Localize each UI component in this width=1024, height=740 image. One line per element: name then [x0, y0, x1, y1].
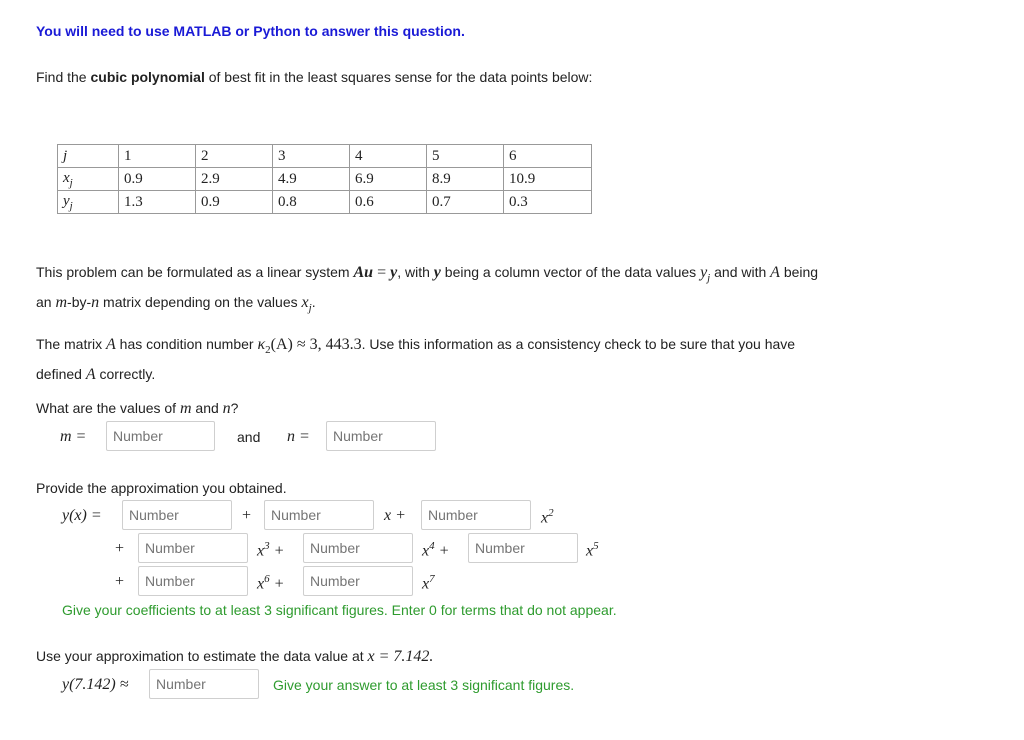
plus-sign: +	[242, 507, 252, 524]
table-cell: 0.9	[119, 168, 196, 191]
p1-yj: y	[700, 264, 708, 281]
x7-term	[422, 573, 435, 593]
table-cell: 1	[119, 145, 196, 168]
table-cell: 2.9	[196, 168, 273, 191]
p1-xj: x	[301, 293, 309, 311]
table-cell: 6	[504, 145, 592, 168]
mn-text: and	[191, 400, 223, 416]
table-row	[58, 191, 592, 214]
plus-sign: +	[115, 540, 125, 557]
plus-sign: +	[115, 573, 125, 590]
intro-post: of best fit in the least squares sense for the data points below:	[204, 69, 593, 85]
p1-text: being	[779, 264, 819, 280]
table-cell: 6.9	[350, 168, 427, 191]
coef-6-input[interactable]	[138, 566, 248, 596]
row-label-x-sub: j	[69, 176, 73, 189]
estimate-hint: Give your answer to at least 3 significant figures.	[273, 677, 575, 693]
row-label-j: j	[58, 145, 119, 168]
exp-5: 5	[593, 540, 599, 552]
table-cell: 4.9	[273, 168, 350, 191]
estimate-x-value: x = 7.142.	[367, 648, 434, 665]
table-row	[58, 145, 592, 168]
intro-text	[36, 69, 592, 85]
p2-A: A	[106, 336, 116, 353]
y-estimate-label: y(7.142) ≈	[62, 676, 129, 693]
x-var: x	[422, 542, 430, 560]
p1-text: This problem can be formulated as a linear system	[36, 264, 354, 280]
row-label-x-text: x	[63, 169, 70, 186]
estimate-input[interactable]	[149, 669, 259, 699]
p2-condition-number: (A) ≈ 3, 443.3	[270, 336, 362, 353]
coef-7-input[interactable]	[303, 566, 413, 596]
table-row	[58, 168, 592, 191]
table-cell: 0.7	[427, 191, 504, 214]
p1-text: being a column vector of the data values	[440, 264, 701, 280]
p1-text: and with	[710, 264, 771, 280]
y-of-x-label: y(x) =	[62, 507, 102, 524]
p1-text: matrix depending on the values	[99, 293, 302, 310]
p1-text: -by-	[67, 293, 92, 310]
table-cell: 4	[350, 145, 427, 168]
mn-m: m	[179, 400, 192, 417]
x-plus-term: x +	[384, 507, 406, 524]
m-label: m =	[60, 428, 87, 445]
coef-3-input[interactable]	[138, 533, 248, 563]
x-var: x	[257, 575, 265, 593]
table-cell: 10.9	[504, 168, 592, 191]
p2-text: correctly.	[95, 365, 156, 382]
exp-7: 7	[429, 573, 435, 585]
table-cell: 5	[427, 145, 504, 168]
mn-text: What are the values of	[36, 400, 180, 416]
and-label: and	[237, 429, 261, 445]
matlab-notice: You will need to use MATLAB or Python to answer this question.	[36, 23, 465, 39]
coef-0-input[interactable]	[122, 500, 232, 530]
table-cell: 3	[273, 145, 350, 168]
table-cell: 8.9	[427, 168, 504, 191]
approx-prompt: Provide the approximation you obtained.	[36, 480, 287, 496]
p2-text: The matrix	[36, 336, 107, 352]
exp-6: 6	[264, 573, 270, 585]
p2-kappa: κ	[257, 336, 266, 353]
x-var: x	[586, 542, 594, 560]
x4-term	[422, 540, 449, 560]
coef-2-input[interactable]	[421, 500, 531, 530]
p1-y: y	[433, 264, 441, 281]
p1-n: n	[91, 293, 100, 311]
p1-text: an	[36, 293, 56, 310]
intro-pre: Find the	[36, 69, 91, 85]
mn-question	[36, 400, 238, 418]
p2-text: has condition number	[115, 336, 258, 352]
n-label: n =	[287, 428, 310, 445]
p1-m: m	[55, 293, 68, 311]
x-var: x	[422, 575, 430, 593]
p1-Au: Au	[353, 264, 374, 281]
x6-term	[257, 573, 284, 593]
row-label-y-sub: j	[69, 199, 73, 212]
m-input[interactable]	[106, 421, 215, 451]
p2-A: A	[85, 365, 96, 383]
plus-sign: +	[273, 542, 285, 560]
data-table	[57, 144, 592, 214]
plus-sign: +	[273, 575, 285, 593]
p2-text: . Use this information as a consistency check to be sure that you have	[361, 336, 796, 352]
x3-term	[257, 540, 284, 560]
p2-text: defined	[36, 365, 86, 382]
mn-n: n	[222, 400, 231, 417]
mn-text: ?	[230, 400, 239, 416]
exp-2: 2	[548, 507, 554, 519]
condition-paragraph	[36, 332, 936, 387]
table-cell: 1.3	[119, 191, 196, 214]
p1-eq: =	[373, 264, 391, 281]
exp-4: 4	[429, 540, 435, 552]
x-var: x	[257, 542, 265, 560]
coef-5-input[interactable]	[468, 533, 578, 563]
plus-sign: +	[438, 542, 450, 560]
p1-text: , with	[397, 264, 434, 280]
p1-y: y	[390, 264, 398, 281]
row-label-y	[58, 191, 119, 214]
p1-text: .	[311, 293, 316, 310]
intro-bold: cubic polynomial	[90, 69, 205, 85]
p1-xj-sub: j	[308, 301, 312, 314]
row-label-y-text: y	[63, 192, 70, 209]
table-cell: 0.3	[504, 191, 592, 214]
table-cell: 2	[196, 145, 273, 168]
p2-kappa-sub: 2	[265, 343, 271, 356]
formulation-paragraph	[36, 260, 936, 320]
n-input[interactable]	[326, 421, 436, 451]
table-cell: 0.6	[350, 191, 427, 214]
table-cell: 0.9	[196, 191, 273, 214]
coef-1-input[interactable]	[264, 500, 374, 530]
x2-term	[541, 507, 554, 527]
x-var: x	[541, 509, 549, 527]
coefficients-hint: Give your coefficients to at least 3 significant figures. Enter 0 for terms that do not appear.	[62, 602, 617, 618]
p1-A: A	[770, 264, 780, 281]
estimate-prompt	[36, 648, 433, 666]
p1-yj-sub: j	[707, 271, 711, 284]
x5-term	[586, 540, 599, 560]
coef-4-input[interactable]	[303, 533, 413, 563]
exp-3: 3	[264, 540, 270, 552]
table-cell: 0.8	[273, 191, 350, 214]
estimate-text: Use your approximation to estimate the data value at	[36, 648, 368, 664]
row-label-x	[58, 168, 119, 191]
